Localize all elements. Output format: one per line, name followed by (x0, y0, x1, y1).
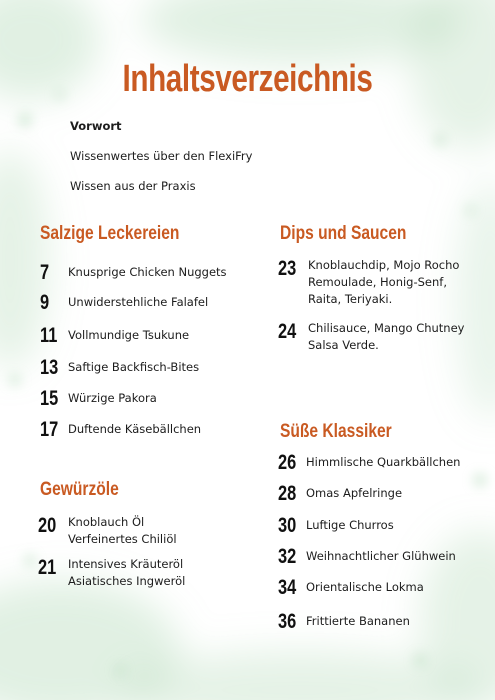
entry-label: Himmlische Quarkbällchen (306, 455, 461, 469)
toc-entry[interactable] (278, 610, 410, 634)
toc-entry-praxis[interactable]: Wissen aus der Praxis (70, 179, 196, 193)
entry-label: Orientalische Lokma (306, 580, 424, 594)
section-title-salzige: Salzige Leckereien (40, 223, 180, 244)
toc-entry[interactable] (278, 320, 464, 354)
toc-entry-wissenswertes[interactable]: Wissenwertes über den FlexiFry (70, 149, 253, 163)
toc-entry[interactable] (40, 324, 189, 348)
entry-label: Saftige Backfisch-Bites (68, 360, 200, 374)
page-number: 20 (38, 514, 57, 537)
toc-entry[interactable] (278, 576, 424, 600)
entry-label: Würzige Pakora (68, 391, 157, 405)
toc-entry[interactable] (38, 514, 177, 548)
page-number: 21 (38, 556, 57, 579)
page-number: 7 (40, 261, 50, 284)
toc-entry[interactable] (38, 556, 185, 590)
toc-entry[interactable] (278, 545, 456, 569)
page-number: 24 (278, 320, 297, 343)
page-number: 30 (278, 514, 297, 537)
page-number: 9 (40, 291, 50, 314)
toc-entry-vorwort[interactable]: Vorwort (70, 119, 122, 133)
entry-label: Knoblauchdip, Mojo Rocho Remoulade, Honig-Senf, Raita, Teriyaki. (308, 258, 460, 306)
entry-label: Duftende Käsebällchen (68, 422, 202, 436)
entry-label: Weihnachtlicher Glühwein (306, 549, 456, 563)
section-title-suesse: Süße Klassiker (280, 421, 392, 442)
toc-entry[interactable] (40, 356, 199, 380)
page-number: 11 (40, 324, 58, 347)
entry-label: Knoblauch Öl Verfeinertes Chiliöl (68, 515, 177, 546)
page-number: 15 (40, 387, 59, 410)
entry-label: Luftige Churros (306, 518, 394, 532)
page-number: 26 (278, 451, 297, 474)
page-number: 23 (278, 257, 297, 280)
section-title-gewuerzoele: Gewürzöle (40, 479, 119, 500)
entry-label: Omas Apfelringe (306, 486, 403, 500)
toc-entry[interactable] (40, 291, 208, 315)
page-number: 36 (278, 610, 297, 633)
entry-label: Frittierte Bananen (306, 614, 410, 628)
page-number: 28 (278, 482, 297, 505)
page-number: 32 (278, 545, 297, 568)
toc-entry[interactable] (278, 514, 394, 538)
toc-entry[interactable] (278, 451, 460, 475)
toc-entry[interactable] (40, 261, 227, 285)
entry-label: Vollmundige Tsukune (68, 328, 190, 342)
toc-entry[interactable] (278, 482, 402, 506)
toc-entry[interactable] (40, 387, 157, 411)
page-number: 17 (40, 418, 59, 441)
entry-label: Knusprige Chicken Nuggets (68, 265, 227, 279)
page-number: 34 (278, 576, 297, 599)
page-title: Inhaltsverzeichnis (122, 58, 373, 100)
entry-label: Chilisauce, Mango Chutney Salsa Verde. (308, 321, 465, 352)
entry-label: Unwiderstehliche Falafel (68, 295, 209, 309)
section-title-dips: Dips und Saucen (280, 223, 407, 244)
toc-entry[interactable] (278, 257, 459, 308)
entry-label: Intensives Kräuteröl Asiatisches Ingweröl (68, 557, 186, 588)
page-number: 13 (40, 356, 59, 379)
toc-entry[interactable] (40, 418, 201, 442)
